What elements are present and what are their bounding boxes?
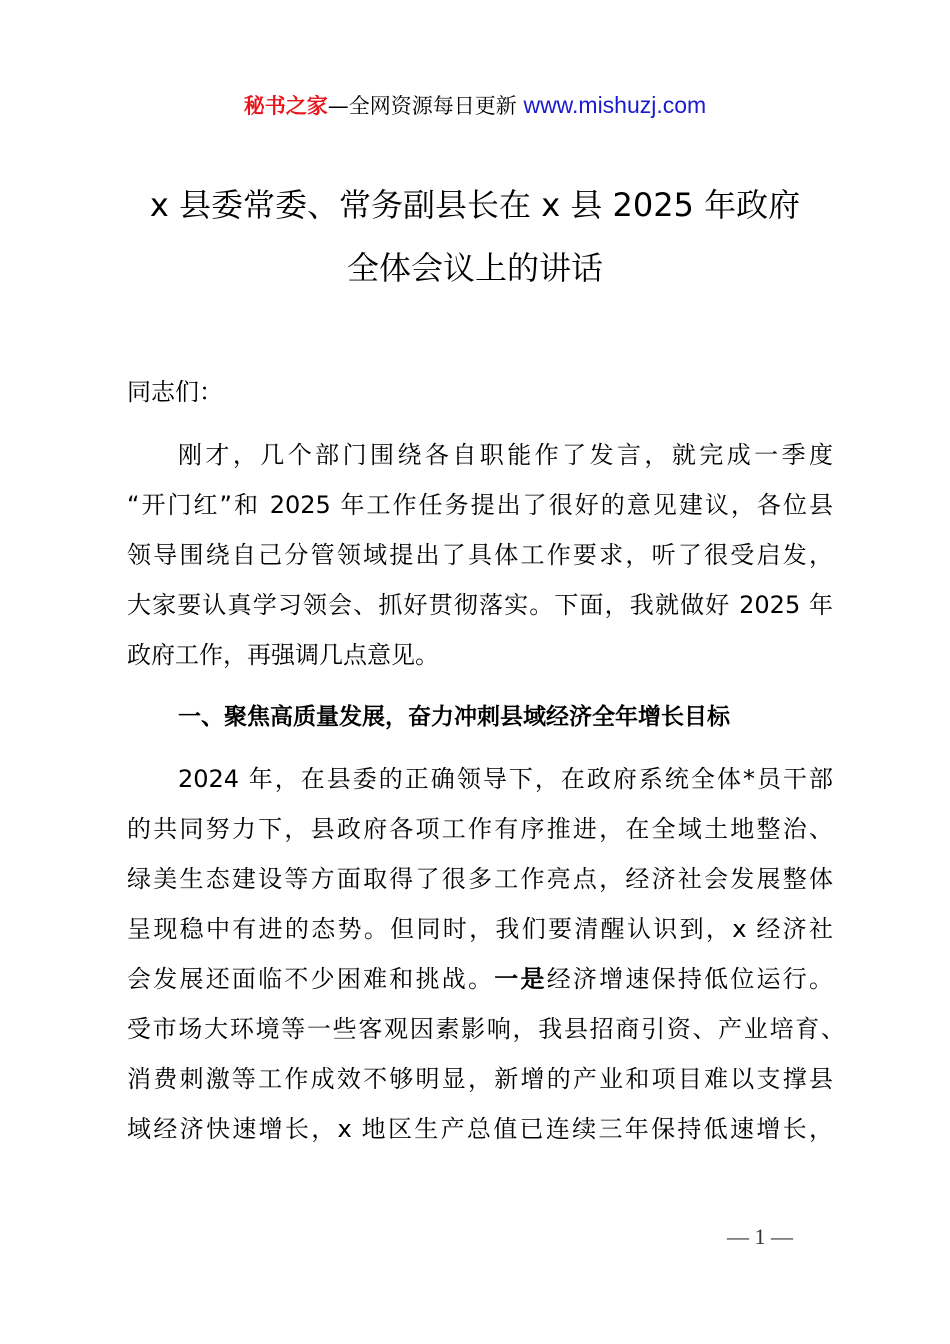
- paragraph-line: 刚才，几个部门围绕各自职能作了发言，就完成一季度: [178, 441, 833, 469]
- site-banner: [0, 88, 950, 123]
- paragraph-line: 2024 年，在县委的正确领导下，在政府系统全体*员干部: [178, 765, 833, 793]
- bold-emphasis: 一是: [494, 965, 547, 993]
- document-title-line-1: x 县委常委、常务副县长在 x 县 2025 年政府: [149, 186, 801, 224]
- site-url-link[interactable]: www.mishuzj.com: [523, 92, 707, 118]
- paragraph-line: 大家要认真学习领会、抓好贯彻落实。下面，我就做好 2025 年: [127, 591, 833, 619]
- brand-name: 秘书之家: [243, 94, 328, 118]
- paragraph-line: 的共同努力下，县政府各项工作有序推进，在全域土地整治、: [127, 815, 833, 843]
- paragraph-line: 域经济快速增长，x 地区生产总值已连续三年保持低速增长，: [127, 1115, 833, 1143]
- section-heading: 一、聚焦高质量发展，奋力冲刺县域经济全年增长目标: [178, 704, 730, 730]
- paragraph-line: 消费刺激等工作成效不够明显，新增的产业和项目难以支撑县: [127, 1065, 833, 1093]
- text-run: 会发展还面临不少困难和挑战。: [127, 965, 495, 993]
- document-title-line-2: 全体会议上的讲话: [346, 249, 603, 287]
- text-run: 经济增速保持低位运行。: [546, 965, 834, 993]
- banner-tagline: —全网资源每日更新: [327, 94, 517, 118]
- paragraph-line: 政府工作，再强调几点意见。: [127, 641, 439, 669]
- paragraph-line: 呈现稳中有进的态势。但同时，我们要清醒认识到，x 经济社: [127, 915, 833, 943]
- paragraph-line: 领导围绕自己分管领域提出了具体工作要求，听了很受启发，: [127, 541, 833, 569]
- paragraph-line: 绿美生态建设等方面取得了很多工作亮点，经济社会发展整体: [127, 865, 833, 893]
- paragraph-line: “开门红”和 2025 年工作任务提出了很好的意见建议，各位县: [127, 491, 833, 519]
- paragraph-line: 受市场大环境等一些客观因素影响，我县招商引资、产业培育、: [127, 1015, 845, 1043]
- salutation: 同志们：: [127, 378, 223, 406]
- paragraph-line: [127, 962, 833, 996]
- page-number: — 1 —: [727, 1224, 793, 1249]
